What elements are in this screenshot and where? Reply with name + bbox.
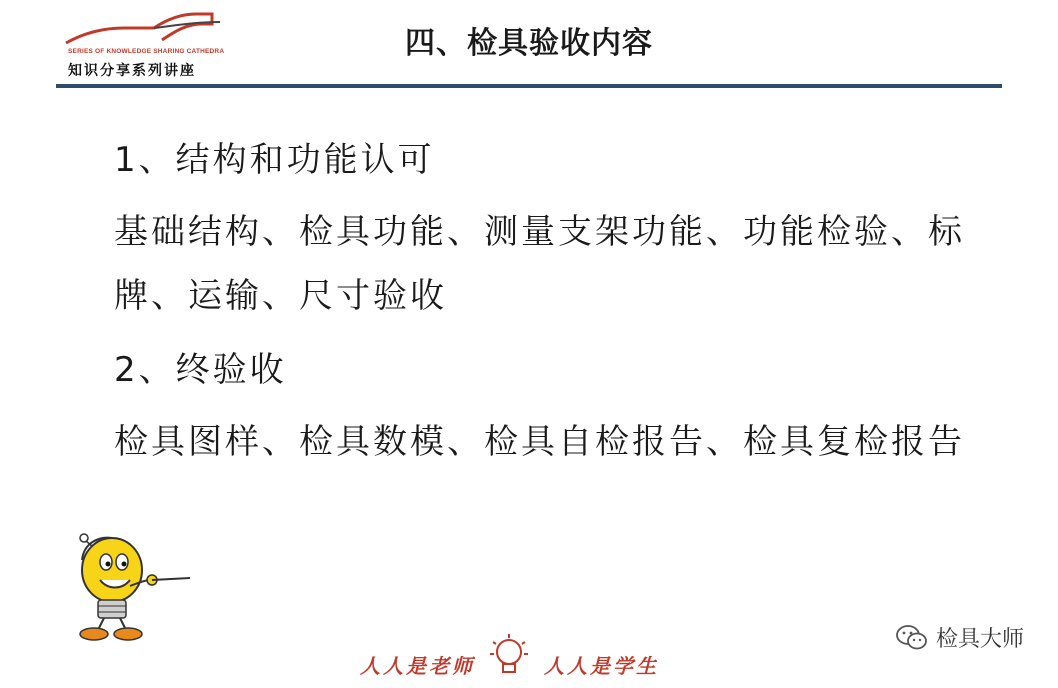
header-divider — [56, 84, 1002, 88]
wechat-icon — [896, 624, 928, 652]
slide-title: 四、检具验收内容 — [405, 26, 653, 61]
logo-title-text: 知识分享系列讲座 — [68, 63, 196, 79]
lightbulb-mascot-icon — [70, 530, 200, 649]
lightbulb-emblem-icon — [488, 632, 530, 688]
section-body-line: 牌、运输、尺寸验收 — [114, 276, 447, 316]
section-heading: 2、终验收 — [114, 350, 287, 390]
watermark-text: 检具大师 — [935, 627, 1024, 652]
slide-content — [114, 128, 994, 474]
logo-series-text: SERIES OF KNOWLEDGE SHARING CATHEDRA — [68, 48, 225, 55]
section-body-line: 基础结构、检具功能、测量支架功能、功能检验、标 — [114, 212, 965, 252]
section-heading: 1、结构和功能认可 — [114, 140, 435, 180]
section-body-line: 检具图样、检具数模、检具自检报告、检具复检报告 — [114, 422, 965, 462]
wechat-watermark — [896, 622, 1024, 653]
footer-motto-right: 人人是学生 — [544, 654, 659, 678]
footer-motto-left: 人人是老师 — [360, 654, 475, 678]
